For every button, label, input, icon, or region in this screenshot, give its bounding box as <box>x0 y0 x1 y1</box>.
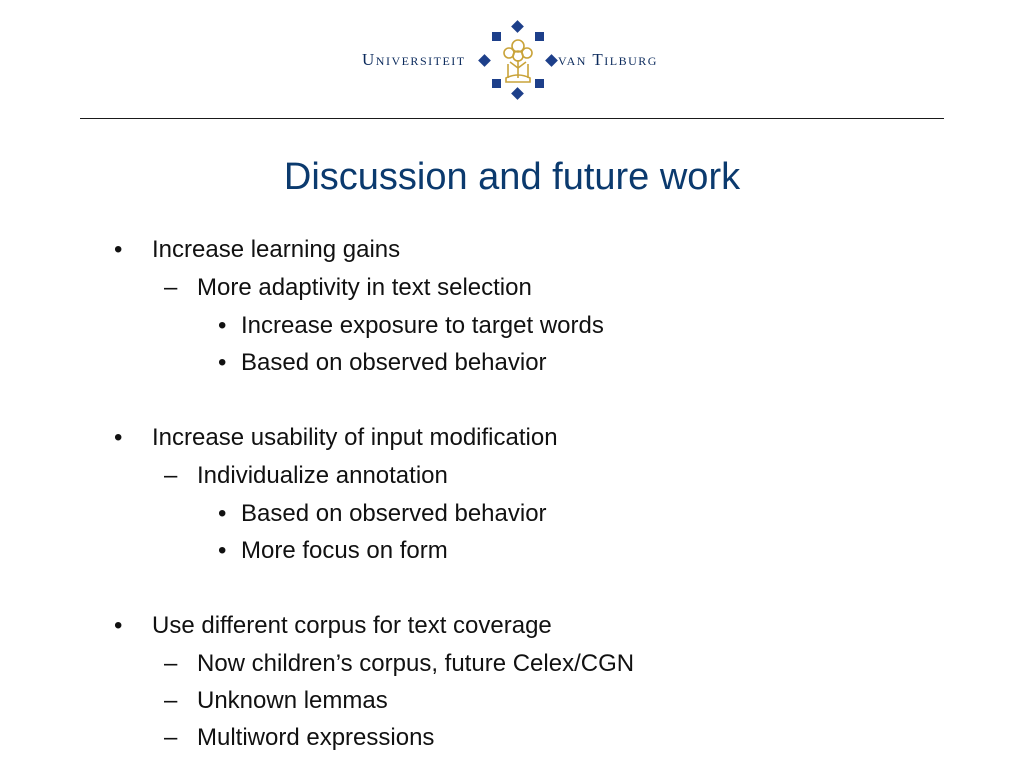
bullet-marker: • <box>114 424 123 451</box>
header-divider <box>80 118 944 119</box>
tilburg-university-logo-icon <box>478 20 558 100</box>
bullet-level2: More adaptivity in text selection <box>197 274 532 301</box>
dash-marker: – <box>164 687 178 714</box>
bullet-level2: Individualize annotation <box>197 462 448 489</box>
bullet-marker: • <box>114 612 123 639</box>
bullet-level3: More focus on form <box>241 537 448 564</box>
dash-marker: – <box>164 724 178 751</box>
university-name-left: Universiteit <box>362 50 466 69</box>
bullet-level3: Increase exposure to target words <box>241 312 604 339</box>
bullet-level2: Multiword expressions <box>197 724 435 751</box>
bullet-level1: Use different corpus for text coverage <box>152 612 552 639</box>
slide-title: Discussion and future work <box>283 156 741 198</box>
bullet-marker: • <box>218 537 227 564</box>
bullet-level2: Now children’s corpus, future Celex/CGN <box>197 650 635 677</box>
dash-marker: – <box>164 462 178 489</box>
bullet-marker: • <box>218 312 227 339</box>
bullet-level1: Increase learning gains <box>152 236 401 263</box>
university-name-right: van Tilburg <box>558 50 658 69</box>
bullet-level3: Based on observed behavior <box>241 500 547 527</box>
bullet-level1: Increase usability of input modification <box>152 424 558 451</box>
dash-marker: – <box>164 650 178 677</box>
bullet-marker: • <box>218 349 227 376</box>
bullet-level2: Unknown lemmas <box>197 687 388 714</box>
bullet-marker: • <box>114 236 123 263</box>
slide-header <box>0 0 1024 118</box>
dash-marker: – <box>164 274 178 301</box>
bullet-level3: Based on observed behavior <box>241 349 547 376</box>
bullet-marker: • <box>218 500 227 527</box>
